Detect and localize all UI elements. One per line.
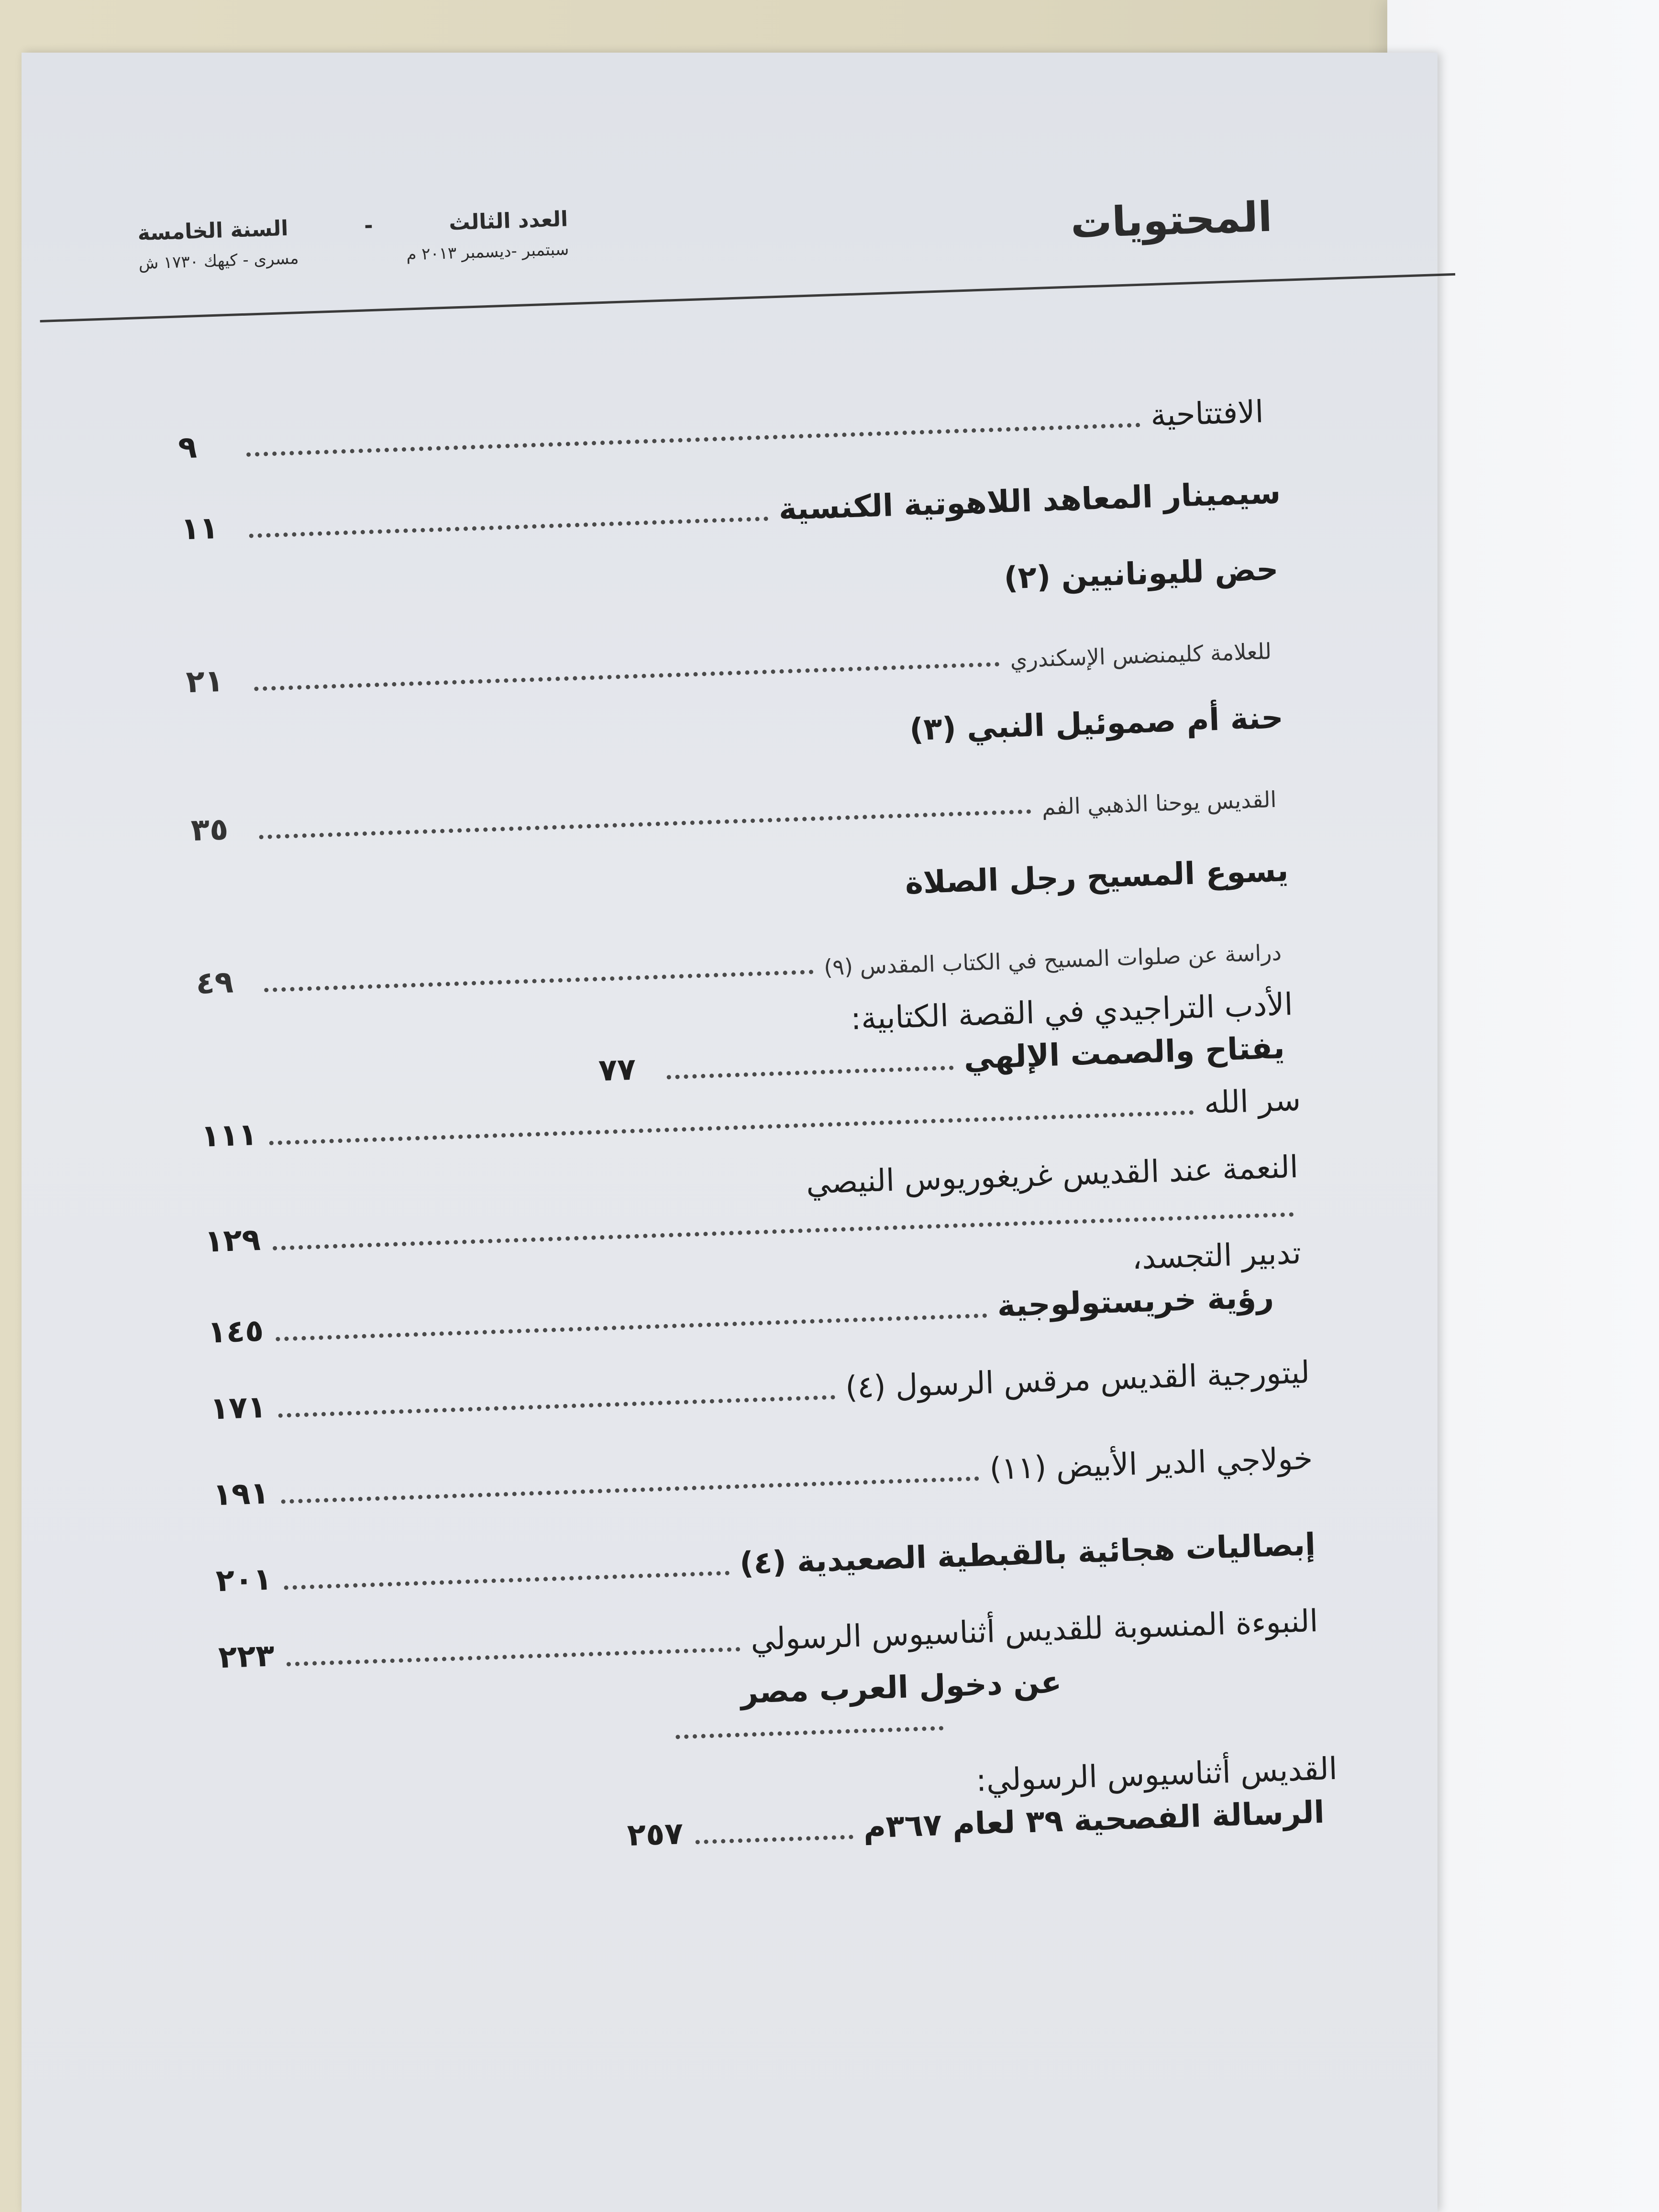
toc-title-line1: القديس أثناسيوس الرسولي: xyxy=(975,1751,1338,1799)
toc-entry xyxy=(190,777,1277,848)
toc-title-line1: النبوءة المنسوبة للقديس أثناسيوس الرسولي xyxy=(750,1603,1319,1658)
toc-page-number: ١١ xyxy=(180,510,219,547)
toc-page-number: ١٤٥ xyxy=(207,1313,265,1350)
toc-leader xyxy=(667,1066,954,1080)
toc-title: الافتتاحية xyxy=(1150,394,1264,434)
toc-page-number: ٩ xyxy=(177,430,198,466)
toc-title-line1: تدبير التجسد، xyxy=(1131,1235,1302,1277)
toc-entry xyxy=(212,1441,1313,1513)
toc-page-number: ٣٥ xyxy=(190,811,229,849)
toc-entry xyxy=(186,629,1272,700)
toc-leader xyxy=(254,662,1000,691)
toc-page-number: ١٢٩ xyxy=(204,1222,261,1260)
toc-title: سر الله xyxy=(1203,1082,1302,1121)
toc-title-line2: عن دخول العرب مصر xyxy=(740,1664,1062,1711)
toc-entry xyxy=(210,1355,1310,1427)
toc-leader xyxy=(287,1647,741,1666)
issue-number: العدد الثالث xyxy=(448,207,569,235)
toc-leader xyxy=(264,970,814,992)
toc-leader xyxy=(281,1476,980,1504)
toc-page-number: ١٧١ xyxy=(210,1389,267,1427)
toc-leader xyxy=(695,1835,853,1844)
toc-entry xyxy=(207,1280,1274,1350)
toc-subtitle: للعلامة كليمنضس الإسكندري xyxy=(1009,638,1272,673)
toc-page-number: ٢٠١ xyxy=(215,1561,273,1599)
toc-title: إبصاليات هجائية بالقبطية الصعيدية (٤) xyxy=(739,1527,1316,1582)
toc-leader xyxy=(259,809,1031,840)
toc-page-number: ٧٧ xyxy=(597,1051,637,1089)
toc-page-number: ١١١ xyxy=(200,1117,258,1154)
page-title: المحتويات xyxy=(1070,193,1273,248)
toc-page-number: ٢٢٣ xyxy=(218,1638,275,1676)
toc-page-number: ٢١ xyxy=(185,663,224,700)
toc-page-number: ٢٥٧ xyxy=(626,1816,684,1854)
toc-entry xyxy=(224,1795,1325,1867)
toc-title-line1: الأدب التراجيدي في القصة الكتابية: xyxy=(850,987,1294,1037)
toc-title-line2: يفتاح والصمت الإلهي xyxy=(963,1030,1285,1076)
toc-leader xyxy=(284,1571,730,1590)
toc-title: النعمة عند القديس غريغوريوس النيصي xyxy=(805,1149,1299,1201)
toc-entry xyxy=(218,1604,1318,1675)
toc-title: يسوع المسيح رجل الصلاة xyxy=(904,853,1289,901)
toc-subtitle: دراسة عن صلوات المسيح في الكتاب المقدس (٩) xyxy=(823,939,1282,981)
toc-title: خولاجي الدير الأبيض (١١) xyxy=(989,1441,1314,1487)
date-gregorian: سبتمبر -ديسمبر ٢٠١٣ م xyxy=(406,240,569,265)
toc-title: حنة أم صموئيل النبي (٣) xyxy=(909,700,1284,748)
toc-title-line2: رؤية خريستولوجية xyxy=(996,1279,1274,1324)
toc-page-number: ١٩١ xyxy=(212,1475,270,1513)
toc-leader xyxy=(276,1314,987,1341)
toc-title-line2: الرسالة الفصحية ٣٩ لعام ٣٦٧م xyxy=(863,1794,1325,1846)
toc-title: سيمينار المعاهد اللاهوتية الكنسية xyxy=(778,475,1282,528)
toc-subtitle: القديس يوحنا الذهبي الفم xyxy=(1041,786,1277,820)
toc-entry xyxy=(177,394,1264,465)
page-content xyxy=(22,6,1508,2211)
toc-leader xyxy=(249,517,769,538)
toc-leader xyxy=(675,1726,943,1739)
toc-page-number: ٤٩ xyxy=(195,964,234,1001)
toc-title: ليتورجية القديس مرقس الرسول (٤) xyxy=(845,1355,1311,1406)
toc-entry xyxy=(180,475,1281,547)
issue-separator: - xyxy=(364,213,374,238)
toc-entry xyxy=(195,930,1282,1001)
table-of-contents xyxy=(22,6,1508,2211)
date-coptic: مسرى - كيهك ١٧٣٠ ش xyxy=(138,249,299,274)
issue-year: السنة الخامسة xyxy=(137,216,289,246)
toc-leader xyxy=(278,1395,835,1418)
toc-title: حض لليونانيين (٢) xyxy=(1003,552,1279,597)
toc-leader xyxy=(246,423,1140,457)
book-page xyxy=(22,53,1438,2212)
toc-entry xyxy=(215,1527,1316,1599)
toc-leader xyxy=(269,1110,1194,1145)
